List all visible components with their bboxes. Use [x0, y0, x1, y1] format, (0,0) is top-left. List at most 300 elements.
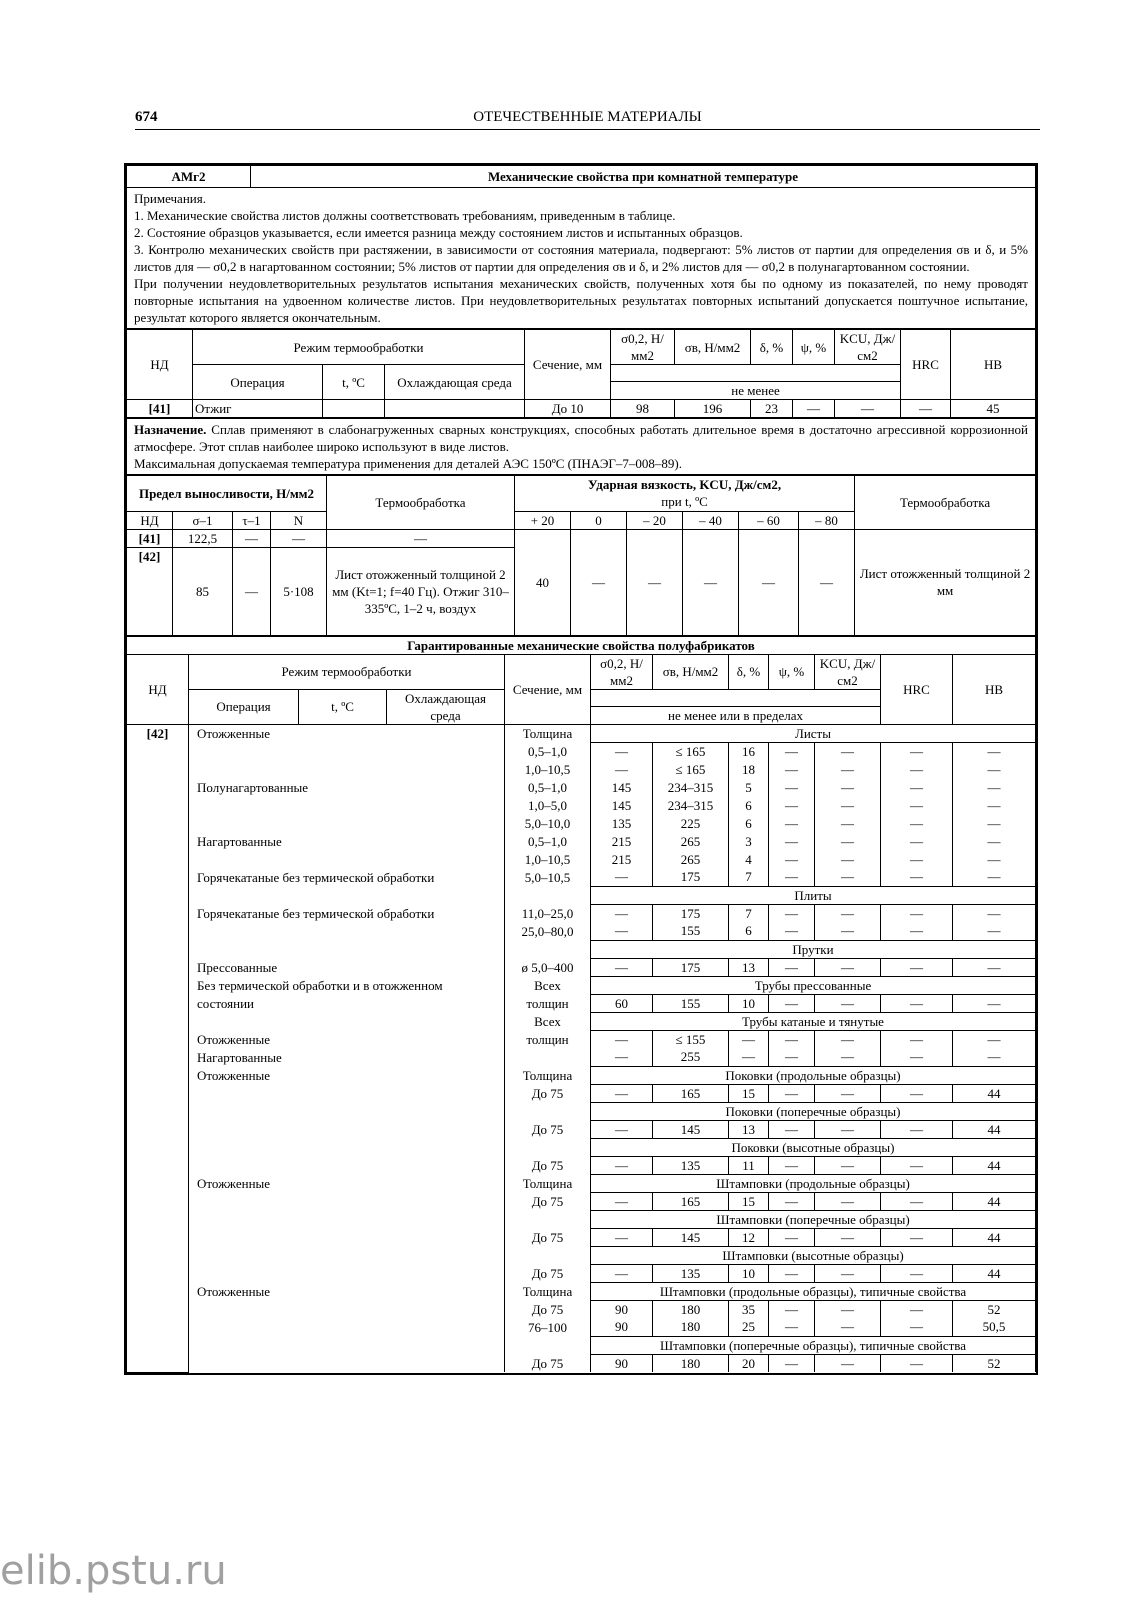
t3-product-label: Штамповки (продольные образцы), типичные свойства — [591, 1282, 1036, 1300]
t2-heat2-header: Термообработка — [855, 475, 1036, 529]
t2-kcu-cell: 40 — [515, 529, 571, 635]
t3-value-cell: — — [815, 796, 881, 814]
t3-operation — [189, 886, 505, 904]
t3-subheader-row — [127, 1336, 1036, 1354]
t3-subheader-row — [127, 1282, 1036, 1300]
t3-d-header: δ, % — [729, 654, 769, 689]
t3-nd: [42] — [127, 724, 189, 1372]
t3-row — [127, 850, 1036, 868]
t3-value-cell: 13 — [729, 1120, 769, 1138]
t3-operation: Нагартованные — [189, 832, 505, 850]
notes-head: Примечания. — [134, 191, 206, 206]
t3-subheader-row — [127, 724, 1036, 742]
t3-value-cell: — — [815, 778, 881, 796]
t3-section: Толщина — [505, 1066, 591, 1084]
t1-sv-header: σв, Н/мм2 — [675, 329, 751, 365]
t3-value-cell: 215 — [591, 832, 653, 850]
t3-product-label: Листы — [591, 724, 1036, 742]
t3-value-cell: — — [769, 742, 815, 760]
t3-value-cell: — — [815, 1120, 881, 1138]
section-title: Механические свойства при комнатной температуре — [251, 166, 1036, 188]
t2-endurance-header: Предел выносливости, Н/мм2 — [127, 475, 327, 511]
t3-value-cell: — — [953, 994, 1036, 1012]
t2-r2-s1: 85 — [173, 547, 233, 635]
t3-product-label: Штамповки (высотные образцы) — [591, 1246, 1036, 1264]
t3-row — [127, 1228, 1036, 1246]
t3-subheader-row — [127, 1066, 1036, 1084]
t3-value-cell: 155 — [653, 922, 729, 940]
t3-operation — [189, 1192, 505, 1210]
t3-value-cell: 44 — [953, 1156, 1036, 1174]
t3-hb-header: HB — [953, 654, 1036, 724]
t3-value-cell: — — [769, 778, 815, 796]
t3-operation: Отожженные — [189, 724, 505, 742]
t3-section — [505, 1336, 591, 1354]
t3-operation — [189, 1210, 505, 1228]
t3-section: Всех — [505, 976, 591, 994]
t3-value-cell: — — [815, 1192, 881, 1210]
t3-product-label: Трубы прессованные — [591, 976, 1036, 994]
t2-r2-n: 5·108 — [271, 547, 327, 635]
t3-operation — [189, 796, 505, 814]
t3-value-cell: 225 — [653, 814, 729, 832]
purpose-label: Назначение. — [134, 422, 207, 437]
material-datasheet — [124, 163, 1038, 1375]
t3-value-cell: — — [881, 1318, 953, 1336]
t3-value-cell: — — [591, 958, 653, 976]
t3-operation — [189, 742, 505, 760]
t2-r1-n: — — [271, 529, 327, 547]
t3-section: До 75 — [505, 1264, 591, 1282]
t3-value-cell: — — [815, 760, 881, 778]
t3-section: До 75 — [505, 1300, 591, 1318]
t3-value-cell: — — [769, 1300, 815, 1318]
t3-value-cell: — — [881, 1030, 953, 1048]
t3-section: 25,0–80,0 — [505, 922, 591, 940]
t3-operation — [189, 760, 505, 778]
t3-value-cell: — — [769, 1048, 815, 1066]
t3-section-header: Сечение, мм — [505, 654, 591, 724]
t3-value-cell: — — [769, 1318, 815, 1336]
t3-value-cell: — — [881, 1354, 953, 1372]
t3-value-cell: — — [815, 832, 881, 850]
t3-value-cell: 255 — [653, 1048, 729, 1066]
t3-value-cell: 145 — [591, 778, 653, 796]
t3-operation: Отожженные — [189, 1066, 505, 1084]
t3-operation — [189, 1246, 505, 1264]
t3-value-cell: ≤ 165 — [653, 742, 729, 760]
t3-value-cell: — — [591, 1228, 653, 1246]
t3-value-cell: 18 — [729, 760, 769, 778]
t3-value-cell: 44 — [953, 1192, 1036, 1210]
t3-section: толщин — [505, 994, 591, 1012]
t3-row — [127, 1318, 1036, 1336]
t3-value-cell: — — [815, 742, 881, 760]
t3-value-cell: — — [953, 868, 1036, 886]
t3-row — [127, 958, 1036, 976]
t3-value-cell: — — [953, 1048, 1036, 1066]
t3-operation — [189, 940, 505, 958]
t1-row-op: Отжиг — [193, 400, 323, 418]
t3-value-cell: 145 — [653, 1228, 729, 1246]
note-3: 3. Контролю механических свойств при растяжении, в зависимости от состояния материала, подвергают: 5% листов от партии для определения σв и δ, и 5% листов для — σ0,2 в нагартованном состоянии; 5% листов от партии для определения σв и δ, и 2% листов для — σ0,2 в полунагартованном состоянии. — [134, 242, 1028, 274]
t3-product-label: Трубы катаные и тянутые — [591, 1012, 1036, 1030]
t3-value-cell: 11 — [729, 1156, 769, 1174]
endurance-impact-table — [126, 474, 1036, 636]
t1-s02-header: σ0,2, Н/мм2 — [611, 329, 675, 365]
t3-value-cell: — — [769, 958, 815, 976]
t2-temp-header: – 80 — [799, 511, 855, 529]
t3-row — [127, 1300, 1036, 1318]
t3-title: Гарантированные механические свойства полуфабрикатов — [127, 636, 1036, 655]
note-4: При получении неудовлетворительных результатов испытания механических свойств, полученных хотя бы по одному из показателей, по нему проводят повторные испытания на удвоенном количестве листов. При неудовлетворительных результатах повторных испытаний допускается поштучное испытание, результат которого является окончательным. — [134, 276, 1028, 325]
t2-temp-header: 0 — [571, 511, 627, 529]
t3-value-cell: — — [953, 796, 1036, 814]
t3-value-cell: 234–315 — [653, 778, 729, 796]
t3-operation — [189, 850, 505, 868]
t3-value-cell: 145 — [591, 796, 653, 814]
t3-value-cell: 10 — [729, 994, 769, 1012]
t3-section: До 75 — [505, 1354, 591, 1372]
t3-value-cell: — — [591, 1156, 653, 1174]
t3-operation: Без термической обработки и в отожженном — [189, 976, 505, 994]
t3-value-cell: 265 — [653, 832, 729, 850]
t3-value-cell: — — [591, 868, 653, 886]
t2-impact-title: Ударная вязкость, KCU, Дж/см2, — [588, 477, 782, 493]
t1-psi-header: ψ, % — [793, 329, 835, 365]
t3-value-cell: — — [769, 1264, 815, 1282]
t3-value-cell: — — [769, 1156, 815, 1174]
t3-value-cell: — — [769, 868, 815, 886]
t3-value-cell: — — [953, 850, 1036, 868]
watermark: elib.pstu.ru — [0, 1548, 227, 1594]
t3-value-cell: 90 — [591, 1300, 653, 1318]
t3-value-cell: 6 — [729, 922, 769, 940]
t3-section — [505, 1246, 591, 1264]
t1-row-hb: 45 — [951, 400, 1036, 418]
t3-value-cell: — — [815, 1318, 881, 1336]
sheet-properties-table — [126, 328, 1036, 418]
purpose-section — [126, 417, 1036, 475]
t3-operation: Отожженные — [189, 1174, 505, 1192]
t3-row — [127, 814, 1036, 832]
t3-section: 5,0–10,5 — [505, 868, 591, 886]
t2-temp-header: + 20 — [515, 511, 571, 529]
t1-row-sec: До 10 — [525, 400, 611, 418]
t3-value-cell: 13 — [729, 958, 769, 976]
t3-value-cell: — — [591, 1120, 653, 1138]
t3-value-cell: 165 — [653, 1192, 729, 1210]
t3-regime-header: Режим термообработки — [189, 654, 505, 689]
t3-operation — [189, 1228, 505, 1246]
t2-n-header: N — [271, 511, 327, 529]
t3-value-cell: — — [769, 832, 815, 850]
t3-section: До 75 — [505, 1156, 591, 1174]
t3-section: 76–100 — [505, 1318, 591, 1336]
t3-row — [127, 1264, 1036, 1282]
purpose-body: Сплав применяют в слабонагруженных сварных конструкциях, способных работать длительное время в достаточно агрессивной коррозионной атмосфере. Этот сплав наиболее широко используют в виде листов. — [134, 422, 1028, 454]
t3-value-cell: ≤ 165 — [653, 760, 729, 778]
t3-operation — [189, 922, 505, 940]
t3-hrc-header: HRC — [881, 654, 953, 724]
t3-row — [127, 1120, 1036, 1138]
t3-section: До 75 — [505, 1120, 591, 1138]
t3-product-label: Плиты — [591, 886, 1036, 904]
t3-subheader-row — [127, 1012, 1036, 1030]
t2-temp-header: – 40 — [683, 511, 739, 529]
t3-value-cell: — — [769, 1030, 815, 1048]
note-1: 1. Механические свойства листов должны соответствовать требованиям, приведенным в таблице. — [134, 208, 676, 223]
t3-value-cell: — — [815, 1084, 881, 1102]
t3-value-cell: — — [881, 1156, 953, 1174]
t3-value-cell: — — [815, 1030, 881, 1048]
t3-value-cell: — — [591, 1030, 653, 1048]
t3-section: До 75 — [505, 1192, 591, 1210]
purpose-text — [134, 421, 1028, 455]
t3-value-cell: 3 — [729, 832, 769, 850]
t2-impact-temp: при t, ºС — [661, 494, 708, 510]
t2-kcu-cell: — — [683, 529, 739, 635]
t3-operation — [189, 1138, 505, 1156]
t3-value-cell: — — [881, 1048, 953, 1066]
t3-value-cell: 234–315 — [653, 796, 729, 814]
t3-value-cell: — — [881, 796, 953, 814]
t3-product-label: Штамповки (поперечные образцы), типичные свойства — [591, 1336, 1036, 1354]
t3-subheader-row — [127, 1210, 1036, 1228]
t3-spacer — [591, 689, 881, 706]
t1-row-s02: 98 — [611, 400, 675, 418]
t3-operation: Отожженные — [189, 1282, 505, 1300]
t3-operation — [189, 1336, 505, 1354]
t3-product-label: Прутки — [591, 940, 1036, 958]
t1-spacer — [611, 365, 901, 382]
t3-s02-header: σ0,2, Н/мм2 — [591, 654, 653, 689]
t3-operation — [189, 1012, 505, 1030]
t3-value-cell: 52 — [953, 1354, 1036, 1372]
t3-value-cell: — — [881, 742, 953, 760]
t3-row — [127, 868, 1036, 886]
t3-row — [127, 796, 1036, 814]
t2-heat2-value: Лист отожженный толщиной 2 мм — [855, 529, 1036, 635]
t3-value-cell: 175 — [653, 868, 729, 886]
t3-value-cell: — — [881, 1228, 953, 1246]
t3-section: 0,5–1,0 — [505, 742, 591, 760]
t3-sv-header: σв, Н/мм2 — [653, 654, 729, 689]
t3-value-cell: — — [815, 1048, 881, 1066]
t3-section: толщин — [505, 1030, 591, 1048]
t2-kcu-cell: — — [799, 529, 855, 635]
t3-value-cell: — — [881, 1120, 953, 1138]
t3-value-cell: — — [953, 742, 1036, 760]
t3-section: До 75 — [505, 1084, 591, 1102]
t3-section — [505, 1210, 591, 1228]
t3-product-label: Поковки (высотные образцы) — [591, 1138, 1036, 1156]
t3-kcu-header: KCU, Дж/см2 — [815, 654, 881, 689]
t3-value-cell: — — [881, 994, 953, 1012]
t1-min-header: не менее — [611, 382, 901, 400]
t3-body — [127, 724, 1036, 1372]
t3-product-label: Поковки (продольные образцы) — [591, 1066, 1036, 1084]
t3-value-cell: 135 — [653, 1264, 729, 1282]
t3-operation: Горячекатаные без термической обработки — [189, 868, 505, 886]
t3-value-cell: 6 — [729, 796, 769, 814]
t2-impact-header — [515, 475, 855, 511]
t3-section — [505, 1138, 591, 1156]
t3-value-cell: — — [769, 1084, 815, 1102]
t1-row-hrc: — — [901, 400, 951, 418]
t3-value-cell: — — [591, 1048, 653, 1066]
t3-value-cell: — — [881, 832, 953, 850]
t3-section — [505, 1048, 591, 1066]
t3-value-cell: — — [953, 922, 1036, 940]
t3-product-label: Штамповки (продольные образцы) — [591, 1174, 1036, 1192]
t3-value-cell: — — [591, 922, 653, 940]
t2-r2-tau1: — — [233, 547, 271, 635]
t3-value-cell: 265 — [653, 850, 729, 868]
t3-nd-header: НД — [127, 654, 189, 724]
t3-value-cell: — — [769, 922, 815, 940]
t3-range-header: не менее или в пределах — [591, 706, 881, 724]
t3-operation — [189, 1318, 505, 1336]
t3-value-cell: — — [881, 760, 953, 778]
t3-section: 11,0–25,0 — [505, 904, 591, 922]
t1-row-d: 23 — [751, 400, 793, 418]
t3-operation: состоянии — [189, 994, 505, 1012]
t1-row-t — [323, 400, 385, 418]
t3-subheader-row — [127, 940, 1036, 958]
t1-nd-header: НД — [127, 329, 193, 400]
t2-r1-s1: 122,5 — [173, 529, 233, 547]
t3-row — [127, 1156, 1036, 1174]
t3-value-cell: — — [815, 958, 881, 976]
t3-value-cell: — — [815, 1228, 881, 1246]
t3-value-cell: — — [953, 760, 1036, 778]
t3-value-cell: — — [769, 814, 815, 832]
t3-t-header: t, ºС — [299, 689, 387, 724]
t3-value-cell: 44 — [953, 1264, 1036, 1282]
t3-op-header: Операция — [189, 689, 299, 724]
t3-value-cell: — — [769, 1192, 815, 1210]
t3-section: Толщина — [505, 724, 591, 742]
t3-value-cell: — — [881, 778, 953, 796]
t3-value-cell: 50,5 — [953, 1318, 1036, 1336]
t3-operation — [189, 1156, 505, 1174]
t3-value-cell: — — [881, 1192, 953, 1210]
t2-r1-heat: — — [327, 529, 515, 547]
t3-value-cell: 35 — [729, 1300, 769, 1318]
t3-value-cell: — — [591, 760, 653, 778]
t3-value-cell: 12 — [729, 1228, 769, 1246]
t2-r2-nd: [42] — [127, 547, 173, 635]
t3-value-cell: 44 — [953, 1120, 1036, 1138]
t3-value-cell: ≤ 155 — [653, 1030, 729, 1048]
t1-regime-header: Режим термообработки — [193, 329, 525, 365]
t1-row-psi: — — [793, 400, 835, 418]
t3-value-cell: 7 — [729, 868, 769, 886]
t3-section: Всех — [505, 1012, 591, 1030]
t3-operation — [189, 1264, 505, 1282]
t3-operation — [189, 1300, 505, 1318]
t3-subheader-row — [127, 976, 1036, 994]
t3-cool-header: Охлаждающая среда — [387, 689, 505, 724]
t3-value-cell: 16 — [729, 742, 769, 760]
t3-section: 5,0–10,0 — [505, 814, 591, 832]
t3-value-cell: — — [881, 1084, 953, 1102]
t3-value-cell: 90 — [591, 1354, 653, 1372]
t3-value-cell: — — [769, 1120, 815, 1138]
t3-row — [127, 922, 1036, 940]
t3-operation: Нагартованные — [189, 1048, 505, 1066]
t3-section: ø 5,0–400 — [505, 958, 591, 976]
t3-section: 1,0–10,5 — [505, 760, 591, 778]
t3-section: 1,0–5,0 — [505, 796, 591, 814]
t1-kcu-header: KCU, Дж/см2 — [835, 329, 901, 365]
t3-value-cell: 6 — [729, 814, 769, 832]
notes-block — [127, 188, 1036, 329]
t2-heat-header: Термообработка — [327, 475, 515, 529]
t1-t-header: t, ºС — [323, 365, 385, 400]
t3-value-cell: — — [881, 850, 953, 868]
semiproducts-table — [126, 635, 1036, 1373]
t3-value-cell: — — [815, 1354, 881, 1372]
max-temp-text: Максимальная допускаемая температура применения для деталей АЭС 150ºС (ПНАЭГ–7–008–89). — [134, 456, 682, 471]
t3-value-cell: 155 — [653, 994, 729, 1012]
t1-cool-header: Охлаждающая среда — [385, 365, 525, 400]
t3-operation: Прессованные — [189, 958, 505, 976]
t3-value-cell: — — [815, 922, 881, 940]
purpose-block — [127, 418, 1036, 475]
t3-value-cell: — — [881, 958, 953, 976]
t3-row — [127, 994, 1036, 1012]
t3-value-cell: 15 — [729, 1192, 769, 1210]
t3-value-cell: 135 — [591, 814, 653, 832]
t3-value-cell: — — [953, 832, 1036, 850]
t3-value-cell: — — [815, 904, 881, 922]
t3-value-cell: — — [953, 814, 1036, 832]
material-grade: АМг2 — [127, 166, 251, 188]
t3-value-cell: — — [953, 778, 1036, 796]
t3-subheader-row — [127, 1138, 1036, 1156]
t3-section: Толщина — [505, 1174, 591, 1192]
t3-value-cell: 5 — [729, 778, 769, 796]
t3-value-cell: — — [881, 1264, 953, 1282]
t3-value-cell: — — [769, 904, 815, 922]
t3-value-cell: — — [815, 1300, 881, 1318]
page-number: 674 — [135, 109, 158, 125]
t2-temp-header: – 60 — [739, 511, 799, 529]
t1-section-header: Сечение, мм — [525, 329, 611, 400]
t3-value-cell: — — [953, 904, 1036, 922]
t3-value-cell: 20 — [729, 1354, 769, 1372]
running-title: ОТЕЧЕСТВЕННЫЕ МАТЕРИАЛЫ — [473, 109, 702, 125]
t3-value-cell: — — [953, 1030, 1036, 1048]
t3-value-cell: — — [881, 1300, 953, 1318]
t3-value-cell: — — [769, 760, 815, 778]
t3-section: 0,5–1,0 — [505, 778, 591, 796]
t3-row — [127, 1048, 1036, 1066]
t3-row — [127, 1030, 1036, 1048]
t3-product-label: Поковки (поперечные образцы) — [591, 1102, 1036, 1120]
t3-value-cell: 180 — [653, 1318, 729, 1336]
t3-value-cell: 15 — [729, 1084, 769, 1102]
t3-value-cell: — — [591, 904, 653, 922]
t1-op-header: Операция — [193, 365, 323, 400]
t3-value-cell: — — [815, 814, 881, 832]
t3-value-cell: 4 — [729, 850, 769, 868]
t3-operation — [189, 1120, 505, 1138]
t3-value-cell: — — [591, 1264, 653, 1282]
t3-operation: Полунагартованные — [189, 778, 505, 796]
